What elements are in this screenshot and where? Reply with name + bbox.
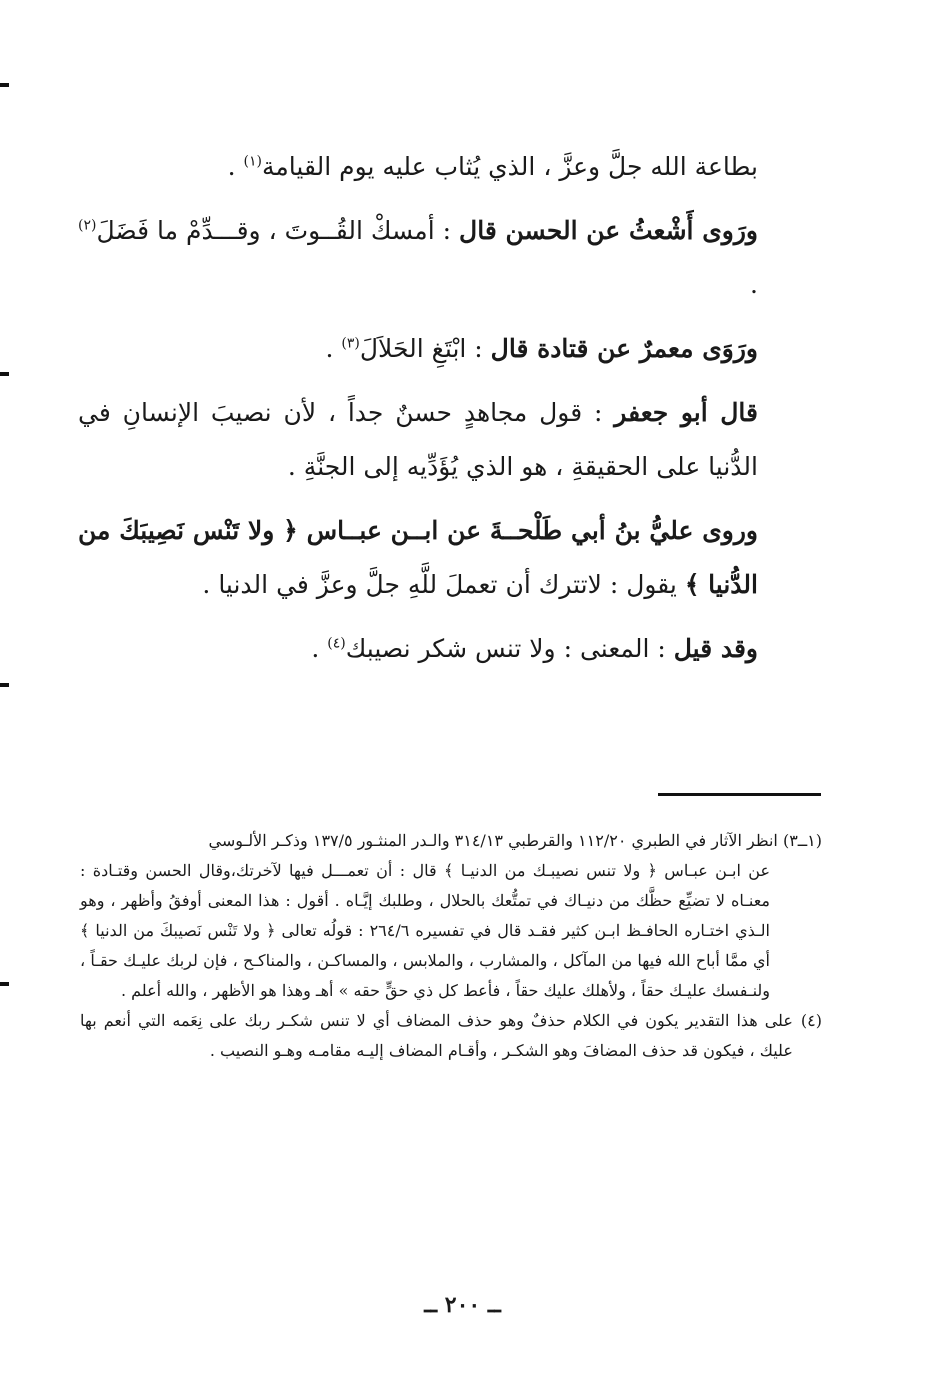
footnote-number: (١ــ٣) — [782, 831, 822, 850]
footnote-number: (٤) — [800, 1011, 822, 1030]
footnotes — [80, 826, 822, 1066]
paragraph-2 — [78, 204, 758, 312]
scan-edge-mark — [0, 982, 9, 986]
paragraph-bold: وقد قيل — [673, 634, 758, 663]
scan-edge-mark — [0, 683, 9, 687]
footnote-1-3 — [80, 826, 822, 1006]
footnote-separator — [658, 793, 821, 796]
paragraph-tail: . — [750, 270, 758, 299]
paragraph-text: : المعنى : ولا تنس شكر نصيبك — [345, 634, 674, 663]
paragraph-bold: قال أبو جعفر — [614, 398, 759, 427]
scan-edge-mark — [0, 372, 9, 376]
footnote-ref: (٢) — [78, 217, 97, 234]
footnote-4 — [80, 1006, 822, 1066]
footnote-text: على هذا التقدير يكون في الكلام حذفٌ وهو حذف المضاف أي لا تنس شكـر ربك على نِعَمه التي أنعم بها عليك ، فيكون قد حذف المضافَ وهو الشكـر ، وأقـام المضاف إليـه مقامـه وهـو النصيب . — [80, 1011, 793, 1060]
paragraph-text: : ابْتَغِ الحَلاَلَ — [359, 334, 491, 363]
paragraph-5 — [78, 504, 758, 612]
main-text — [78, 140, 758, 686]
paragraph-3 — [78, 322, 758, 376]
paragraph-tail: . — [227, 152, 244, 181]
paragraph-text: : قول مجاهدٍ حسنٌ جداً ، لأن نصيبَ الإنسانِ في الدُّنيا على الحقيقةِ ، هو الذي يُؤَدِّيه إلى الجنَّةِ . — [78, 398, 758, 481]
footnote-ref: (٤) — [327, 635, 346, 652]
paragraph-1 — [78, 140, 758, 194]
footnote-first-line — [80, 826, 822, 856]
footnote-continuation: عن ابـن عبـاس ﴿ ولا تنس نصيبـك من الدنيـا ﴾ قال : أن تعمـــل فيها لآخرتك،وقال الحسن وقتـادة : معنـاه لا تضيِّع حظَّك من دنيـاك في تمتُّعك بالحلال ، وطلبك إيَّـاه . أقول : هذا المعنى أوفقُ وأظهر ، وهو الـذي اختـاره الحافـظ ابـن كثير فقـد قال في تفسيره ٢٦٤/٦ : قولُه تعالى ﴿ ولا تَنْس نَصيبكَ من الدنيا ﴾ أي ممَّا أباح الله فيها من المآكل ، والمشارب ، والملابس ، والمساكـن ، والمناكـح ، فإن لربك عليـك حقـاً ، ولنـفسك عليـك حقاً ، ولأهلك عليك حقاً ، فأعط كل ذي حقٍّ حقه » أهـ وهذا هو الأظهر ، والله أعلم . — [80, 861, 771, 1000]
paragraph-text: : أمسكْ القُــوتَ ، وقـــدِّمْ ما فَضَلَ — [96, 216, 460, 245]
paragraph-bold: ورَوَى معمرٌ عن قتادة قال — [490, 334, 758, 363]
scan-edge-mark — [0, 83, 9, 87]
page-number: ــ ٢٠٠ ــ — [424, 1292, 501, 1318]
paragraph-tail: . — [325, 334, 342, 363]
paragraph-text: بطاعة الله جلَّ وعزَّ ، الذي يُثاب عليه يوم القيامة — [262, 152, 758, 181]
footnote-ref: (١) — [243, 153, 263, 170]
paragraph-text: يقول : لاتترك أن تعملَ للَّهِ جلَّ وعزَّ في الدنيا . — [202, 570, 685, 599]
paragraph-tail: . — [311, 634, 328, 663]
footnote-text: انظر الآثار في الطبري ١١٢/٢٠ والقرطبي ٣١٤/١٣ والـدر المنثـور ١٣٧/٥ وذكـر الألـوسي — [208, 831, 778, 850]
paragraph-bold: وروى عليُّ بنُ أبي طَلْحــةَ عن ابــن عبــاس ﴿ ولا تَنْس نَصِيبَكَ من الدُّنيا ﴾ — [78, 516, 758, 599]
paragraph-bold: ورَوى أَشْعثُ عن الحسن قال — [459, 216, 758, 245]
footnote-ref: (٣) — [341, 335, 360, 352]
paragraph-4 — [78, 386, 758, 494]
paragraph-6 — [78, 622, 758, 676]
